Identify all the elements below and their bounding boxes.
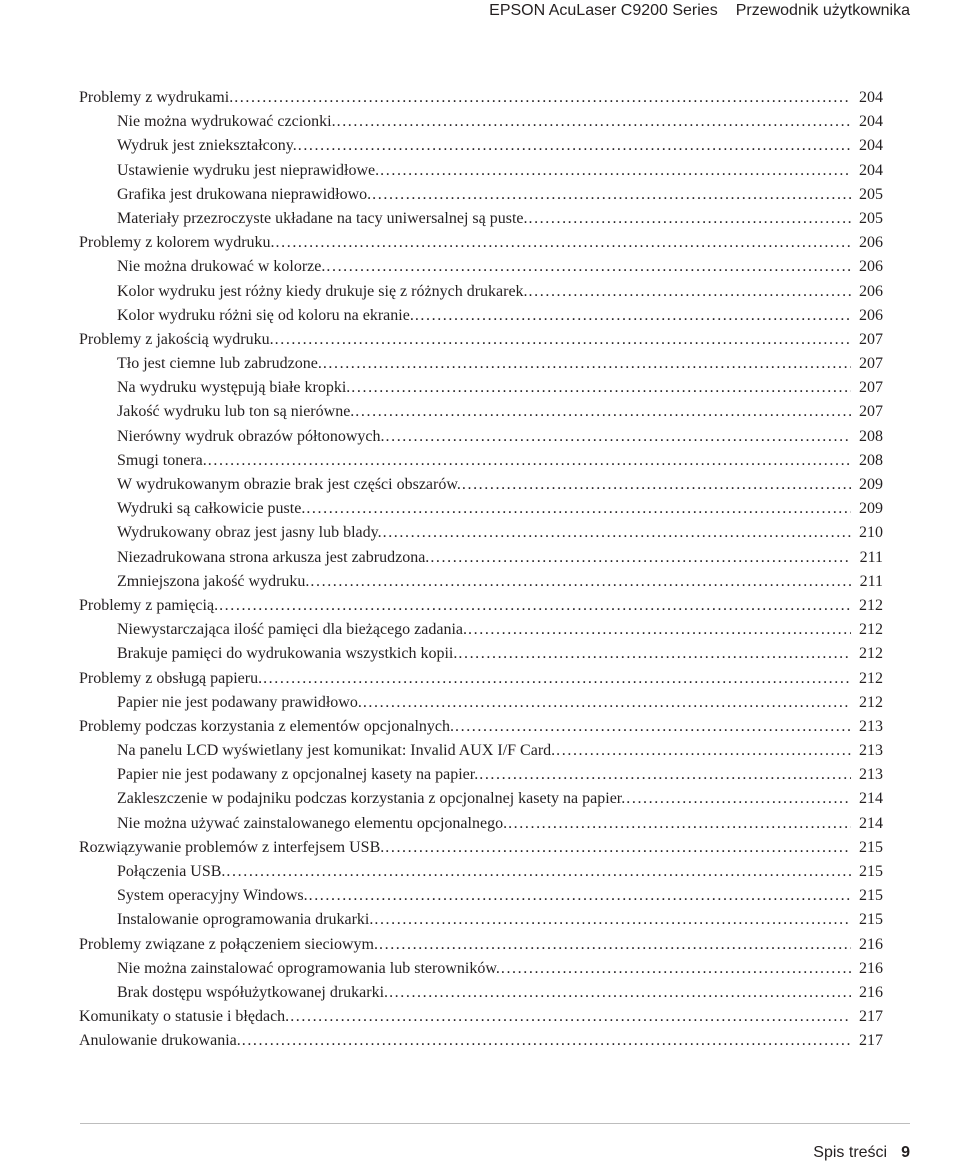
toc-page-number: 215 — [859, 911, 883, 929]
toc-entry-title: Problemy z wydrukami. — [79, 89, 234, 106]
toc-subentry[interactable] — [79, 280, 883, 304]
toc-page-number: 207 — [859, 330, 883, 348]
toc-dot-leader — [556, 739, 851, 763]
toc-page-number: 207 — [859, 355, 883, 373]
toc-entry-title: Kolor wydruku różni się od koloru na ekranie. — [117, 306, 414, 324]
toc-page-number: 212 — [859, 621, 883, 639]
toc-entry-title: Nierówny wydruk obrazów półtonowych. — [117, 427, 385, 445]
toc-subentry[interactable] — [79, 860, 883, 884]
toc-entry-title: Kolor wydruku jest różny kiedy drukuje się z różnych drukarek. — [117, 282, 528, 300]
footer-page-number: 9 — [901, 1144, 910, 1161]
toc-subentry[interactable] — [79, 981, 883, 1005]
toc-subentry[interactable] — [79, 570, 883, 594]
toc-dot-leader — [380, 159, 851, 183]
toc-page-number: 204 — [859, 89, 883, 106]
toc-dot-leader — [323, 352, 851, 376]
toc-dot-leader — [468, 618, 851, 642]
toc-entry-title: Instalowanie oprogramowania drukarki. — [117, 911, 374, 929]
toc-dot-leader — [226, 860, 851, 884]
toc-entry-title: Wydruk jest zniekształcony. — [117, 137, 297, 155]
toc-page-number: 215 — [859, 838, 883, 856]
toc-page-number: 209 — [859, 500, 883, 518]
toc-entry-title: Problemy z jakością wydruku. — [79, 330, 274, 348]
toc-entry-title: Wydrukowany obraz jest jasny lub blady. — [117, 524, 382, 542]
toc-subentry[interactable] — [79, 473, 883, 497]
toc-entry-title: Anulowanie drukowania. — [79, 1032, 241, 1050]
toc-subentry[interactable] — [79, 207, 883, 231]
toc-subentry[interactable] — [79, 908, 883, 932]
toc-entry-title: Problemy z kolorem wydruku. — [79, 234, 275, 252]
toc-dot-leader — [309, 884, 851, 908]
toc-dot-leader — [208, 449, 851, 473]
toc-dot-leader — [234, 86, 851, 110]
toc-entry-title: Komunikaty o statusie i błędach. — [79, 1008, 290, 1026]
guide-title: Przewodnik użytkownika — [735, 2, 910, 19]
toc-subentry[interactable] — [79, 449, 883, 473]
toc-entry-title: Problemy podczas korzystania z elementów opcjonalnych. — [79, 717, 454, 735]
toc-page-number: 210 — [859, 524, 883, 542]
toc-page-number: 216 — [859, 935, 883, 953]
toc-page-number: 208 — [859, 451, 883, 469]
toc-dot-leader — [626, 787, 851, 811]
toc-subentry[interactable] — [79, 521, 883, 545]
toc-dot-leader — [415, 304, 851, 328]
toc-page-number: 217 — [859, 1008, 883, 1026]
toc-page-number: 212 — [859, 645, 883, 663]
toc-dot-leader — [383, 521, 851, 545]
toc-subentry[interactable] — [79, 400, 883, 424]
toc-dot-leader — [290, 1005, 851, 1029]
toc-entry-title: Grafika jest drukowana nieprawidłowo. — [117, 185, 372, 203]
toc-subentry[interactable] — [79, 183, 883, 207]
toc-entry-title: Rozwiązywanie problemów z interfejsem USB. — [79, 838, 385, 856]
toc-entry-title: Papier nie jest podawany prawidłowo. — [117, 693, 362, 711]
toc-dot-leader — [389, 981, 851, 1005]
toc-dot-leader — [374, 908, 851, 932]
toc-page-number: 206 — [859, 306, 883, 324]
running-header — [489, 0, 910, 22]
toc-page-number: 207 — [859, 403, 883, 421]
toc-entry-title: Zakleszczenie w podajniku podczas korzystania z opcjonalnej kasety na papier. — [117, 790, 626, 808]
toc-entry-title: Smugi tonera. — [117, 451, 207, 469]
toc-entry[interactable] — [79, 715, 883, 739]
toc-entry[interactable] — [79, 1005, 883, 1029]
toc-subentry[interactable] — [79, 691, 883, 715]
toc-subentry[interactable] — [79, 134, 883, 158]
toc-page-number: 212 — [859, 596, 883, 614]
toc-dot-leader — [501, 957, 851, 981]
toc-entry-title: System operacyjny Windows. — [117, 887, 308, 905]
toc-page-number: 204 — [859, 113, 883, 131]
toc-subentry[interactable] — [79, 376, 883, 400]
toc-entry[interactable] — [79, 836, 883, 860]
table-of-contents — [79, 86, 883, 1054]
toc-page-number: 205 — [859, 185, 883, 203]
toc-dot-leader — [355, 400, 851, 424]
toc-subentry[interactable] — [79, 739, 883, 763]
toc-dot-leader — [219, 594, 851, 618]
toc-entry-title: Brak dostępu współużytkowanej drukarki. — [117, 983, 389, 1001]
toc-page-number: 212 — [859, 693, 883, 711]
toc-entry-title: Brakuje pamięci do wydrukowania wszystkich kopii. — [117, 645, 458, 663]
toc-dot-leader — [379, 933, 851, 957]
toc-page-number: 205 — [859, 209, 883, 227]
toc-page-number: 215 — [859, 863, 883, 880]
toc-subentry[interactable] — [79, 957, 883, 981]
toc-dot-leader — [351, 376, 851, 400]
toc-page-number: 216 — [859, 959, 883, 977]
toc-dot-leader — [528, 207, 851, 231]
toc-subentry[interactable] — [79, 884, 883, 908]
toc-subentry[interactable] — [79, 763, 883, 787]
toc-dot-leader — [242, 1029, 851, 1053]
toc-entry-title: Zmniejszona jakość wydruku. — [117, 572, 310, 590]
toc-entry[interactable] — [79, 231, 883, 255]
toc-dot-leader — [455, 715, 851, 739]
toc-dot-leader — [430, 546, 851, 570]
toc-dot-leader — [363, 691, 851, 715]
toc-entry-title: Ustawienie wydruku jest nieprawidłowe. — [117, 161, 380, 179]
toc-entry-title: Nie można zainstalować oprogramowania lub sterowników. — [117, 959, 500, 977]
toc-dot-leader — [508, 812, 851, 836]
toc-page-number: 206 — [859, 258, 883, 276]
toc-entry-title: Materiały przezroczyste układane na tacy uniwersalnej są puste. — [117, 209, 528, 227]
toc-dot-leader — [529, 280, 851, 304]
toc-page-number: 211 — [859, 548, 883, 566]
toc-page-number: 204 — [859, 161, 883, 179]
toc-dot-leader — [326, 255, 851, 279]
toc-page-number: 213 — [859, 742, 883, 760]
toc-dot-leader — [306, 497, 851, 521]
toc-dot-leader — [263, 667, 851, 691]
toc-entry[interactable] — [79, 328, 883, 352]
toc-subentry[interactable] — [79, 352, 883, 376]
toc-entry[interactable] — [79, 594, 883, 618]
toc-dot-leader — [276, 231, 851, 255]
toc-dot-leader — [298, 134, 851, 158]
toc-dot-leader — [462, 473, 851, 497]
toc-page-number: 207 — [859, 379, 883, 397]
toc-page-number: 214 — [859, 790, 883, 808]
toc-entry-title: Nie można wydrukować czcionki. — [117, 113, 336, 131]
toc-entry-title: Tło jest ciemne lub zabrudzone. — [117, 355, 322, 373]
toc-dot-leader — [372, 183, 851, 207]
toc-page-number: 204 — [859, 137, 883, 155]
toc-entry-title: Na wydruku występują białe kropki. — [117, 379, 351, 397]
toc-entry-title: Niewystarczająca ilość pamięci dla bieżącego zadania. — [117, 621, 468, 639]
toc-subentry[interactable] — [79, 497, 883, 521]
toc-subentry[interactable] — [79, 159, 883, 183]
toc-dot-leader — [275, 328, 851, 352]
toc-subentry[interactable] — [79, 425, 883, 449]
toc-subentry[interactable] — [79, 304, 883, 328]
toc-entry-title: Nie można drukować w kolorze. — [117, 258, 326, 276]
toc-subentry[interactable] — [79, 642, 883, 666]
toc-subentry[interactable] — [79, 255, 883, 279]
toc-page-number: 212 — [859, 669, 883, 687]
toc-page-number: 211 — [859, 572, 883, 590]
toc-entry-title: Niezadrukowana strona arkusza jest zabrudzona. — [117, 548, 430, 566]
toc-page-number: 217 — [859, 1032, 883, 1050]
toc-page-number: 213 — [859, 717, 883, 735]
toc-entry[interactable] — [79, 667, 883, 691]
product-name: EPSON AcuLaser C9200 Series — [489, 2, 718, 19]
toc-entry-title: Nie można używać zainstalowanego elementu opcjonalnego. — [117, 814, 508, 832]
toc-page-number: 213 — [859, 766, 883, 784]
toc-page-number: 206 — [859, 282, 883, 300]
toc-entry[interactable] — [79, 933, 883, 957]
toc-dot-leader — [337, 110, 851, 134]
toc-subentry[interactable] — [79, 812, 883, 836]
toc-subentry[interactable] — [79, 618, 883, 642]
footer-section-title: Spis treści — [813, 1144, 888, 1161]
toc-subentry[interactable] — [79, 110, 883, 134]
toc-entry-title: Na panelu LCD wyświetlany jest komunikat: Invalid AUX I/F Card. — [117, 742, 556, 760]
toc-dot-leader — [386, 425, 852, 449]
toc-entry[interactable] — [79, 1029, 883, 1053]
toc-page-number: 214 — [859, 814, 883, 832]
toc-dot-leader — [479, 763, 851, 787]
toc-page-number: 206 — [859, 234, 883, 252]
toc-subentry[interactable] — [79, 787, 883, 811]
toc-entry-title: Problemy z obsługą papieru. — [79, 669, 263, 687]
toc-page-number: 216 — [859, 983, 883, 1001]
toc-page-number: 215 — [859, 887, 883, 905]
toc-subentry[interactable] — [79, 546, 883, 570]
toc-entry-title: Połączenia USB. — [117, 863, 226, 880]
toc-entry-title: Problemy z pamięcią. — [79, 596, 219, 614]
toc-entry-title: Jakość wydruku lub ton są nierówne. — [117, 403, 355, 421]
toc-page-number: 208 — [859, 427, 883, 445]
toc-entry-title: W wydrukowanym obrazie brak jest części obszarów. — [117, 476, 461, 493]
running-footer — [813, 1141, 910, 1165]
toc-entry-title: Wydruki są całkowicie puste. — [117, 500, 306, 518]
toc-entry[interactable] — [79, 86, 883, 110]
footer-divider — [80, 1123, 910, 1124]
toc-dot-leader — [310, 570, 851, 594]
toc-entry-title: Papier nie jest podawany z opcjonalnej kasety na papier. — [117, 766, 479, 784]
toc-dot-leader — [385, 836, 851, 860]
toc-page-number: 209 — [859, 476, 883, 493]
toc-entry-title: Problemy związane z połączeniem sieciowym. — [79, 935, 378, 953]
toc-dot-leader — [458, 642, 851, 666]
